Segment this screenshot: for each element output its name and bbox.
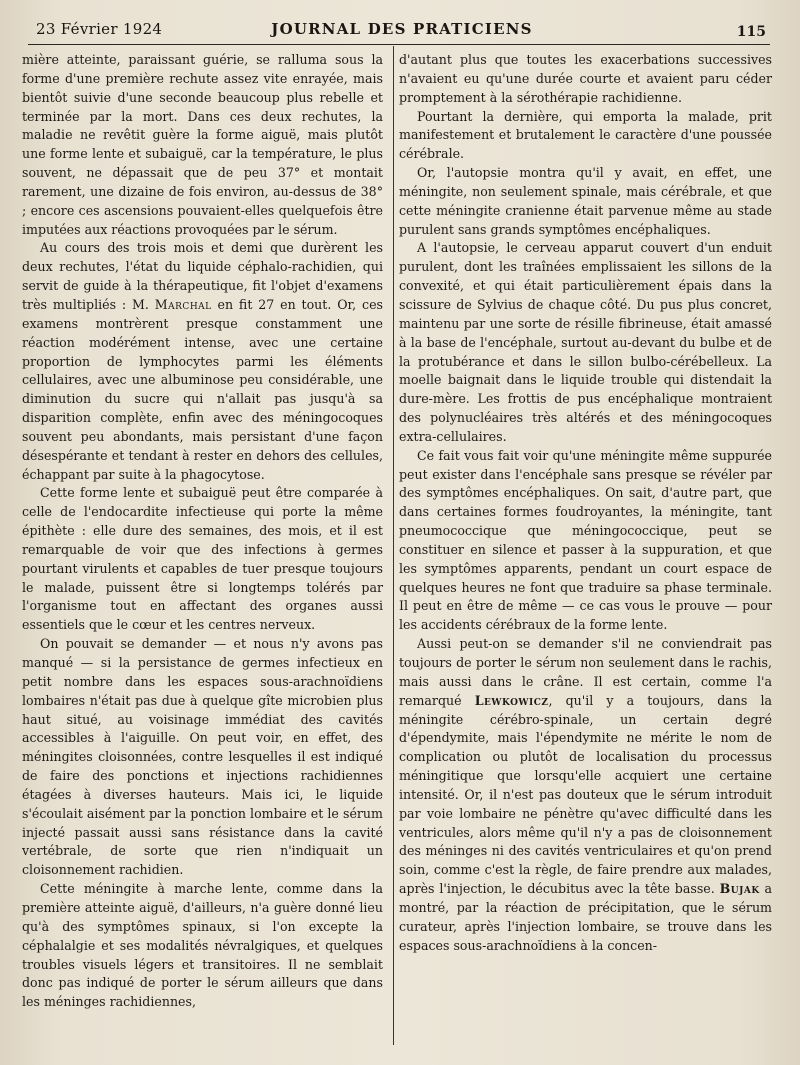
paragraph: Ce fait vous fait voir qu'une méningite même suppurée peut exister dans l'encéphale sans presque se révéler par des symptômes encéphaliques. On sait, d'autre part, que dans certaines formes foudroyantes, la méningite, tant pneumococcique que méningococcique, peut se constituer en silence et passer à la suppuration, et que les symptômes apparents, pendant un court espace de quelques heures ne font que traduire sa phase terminale. Il peut en être de même — ce cas vous le prouve — pour les accidents cérébraux de la forme lente. [399,447,772,633]
author-name: Bujak [719,881,760,897]
paragraph-text: en fit 27 en tout. Or, ces examens montrèrent presque constamment une réaction modérément intense, avec une certaine proportion de lymphocytes parmi les éléments cellulaires, avec une albuminose peu considérable, une diminution du sucre qui n'allait pas jusqu'à sa disparition complète, enfin avec des méningocoques souvent peu abondants, mais persistant d'une façon désespérante et tendant à rester en dehors des cellules, échappant par suite à la phagocytose. [22,296,383,482]
paragraph: Or, l'autopsie montra qu'il y avait, en effet, une méningite, non seulement spinale, mais cérébrale, et que cette méningite cranienne était parvenue même au stade purulent sans grands symptômes encéphaliques. [399,165,772,237]
page-header [26,18,778,44]
paragraph-text: Au cours des trois mois et demi que durèrent les deux rechutes, l'état du liquide céphalo-rachidien, qui servit de guide à la thérapeutique, fit l'objet d'examens très multipliés : M. [22,240,383,312]
left-column [22,51,383,1012]
paragraph: Cette forme lente et subaiguë peut être comparée à celle de l'endocardite infectieuse qui porte la même épithète : elle dure des semaines, des mois, et il est remarquable de voir que des infections à germes pourtant virulents et capables de tuer presque toujours le malade, puissent être si longtemps tolérés par l'organisme tout en affectant des organes aussi essentiels que le cœur et les centres nerveux. [22,485,383,633]
paragraph: mière atteinte, paraissant guérie, se ralluma sous la forme d'une première rechute assez vite enrayée, mais bientôt suivie d'une seconde beaucoup plus rebelle et terminée par la mort. Dans ces deux rechutes, la maladie ne revêtit guère la forme aiguë, mais plutôt une forme lente et subaiguë, car la température, le plus souvent, ne dépassait que de peu 37° et montait rarement, une dizaine de fois environ, au-dessus de 38° ; encore ces ascensions pouvaient-elles quelquefois être imputées aux réactions provoquées par le sérum. [22,52,383,237]
paragraph-text: a montré, par la réaction de précipitation, que le sérum curateur, après l'injection lombaire, se trouve dans les espaces sous-arachnoïdiens à la concen- [399,881,773,953]
paragraph: d'autant plus que toutes les exacerbations successives n'avaient eu qu'une durée courte et avaient paru céder promptement à la sérothérapie rachidienne. [399,52,772,105]
paragraph-text: , qu'il y a toujours, dans la méningite cérébro-spinale, un certain degré d'épendymite, mais l'épendymite ne mérite le nom de complication ou plutôt de localisation du processus méningitique que lorsqu'elle acquiert une certaine intensité. Or, il n'est pas douteux que le sérum introduit par voie lombaire ne pénètre qu'avec difficulté dans les ventricules, alors même qu'il n'y a pas de cloisonnement des méninges ni des cavités ventriculaires et qu'on prend soin, comme c'est la règle, de faire prendre aux malades, après l'injection, le décubitus avec la tête basse. [399,692,772,897]
header-date: 23 Février 1924 [36,20,163,38]
paragraph-text: Aussi peut-on se demander s'il ne conviendrait pas toujours de porter le sérum non seulement dans le rachis, mais aussi dans le crâne. Il est certain, comme l'a remarqué [399,636,772,708]
page-number: 115 [736,24,766,40]
header-rule [28,44,770,45]
paragraph: A l'autopsie, le cerveau apparut couvert d'un enduit purulent, dont les traînées emplissaient les sillons de la convexité, et qui était particulièrement épais dans la scissure de Sylvius de chaque côté. Du pus plus concret, maintenu par une sorte de résille fibrineuse, était amassé à la base de l'encéphale, surtout au-devant du bulbe et de la protubérance et dans le sillon bulbo-cérébelleux. La moelle baignait dans le liquide trouble qui distendait la dure-mère. Les frottis de pus encéphalique montraient des polynucléaires très altérés et des méningocoques extra-cellulaires. [399,240,772,444]
column-divider [393,46,394,1045]
paragraph: On pouvait se demander — et nous n'y avons pas manqué — si la persistance de germes infectieux en petit nombre dans les espaces sous-arachnoïdiens lombaires n'était pas due à quelque gîte microbien plus haut situé, au voisinage immédiat des cavités accessibles à l'aiguille. On peut voir, en effet, des méningites cloisonnées, contre lesquelles il est indiqué de faire des ponctions et injections rachidiennes étagées à diverses hauteurs. Mais ici, le liquide s'écoulait aisément par la ponction lombaire et le sérum injecté passait aussi sans résistance dans la cavité vertébrale, de sorte que rien n'indiquait un cloisonnement rachidien. [22,636,383,878]
paragraph [399,635,772,955]
journal-title: JOURNAL DES PRATICIENS [271,20,533,38]
right-column [399,51,772,956]
paragraph: Cette méningite à marche lente, comme dans la première atteinte aiguë, d'ailleurs, n'a guère donné lieu qu'à des symptômes spinaux, si l'on excepte la céphalalgie et ses modalités névralgiques, et quelques troubles visuels légers et transitoires. Il ne semblait donc pas indiqué de porter le sérum ailleurs que dans les méninges rachidiennes, [22,881,383,1010]
paragraph: Pourtant la dernière, qui emporta la malade, prit manifestement et brutalement le caractère d'une poussée cérébrale. [399,108,772,162]
author-name: Marchal [154,296,212,312]
paragraph [22,239,383,484]
author-name: Lewkowicz [474,692,549,708]
